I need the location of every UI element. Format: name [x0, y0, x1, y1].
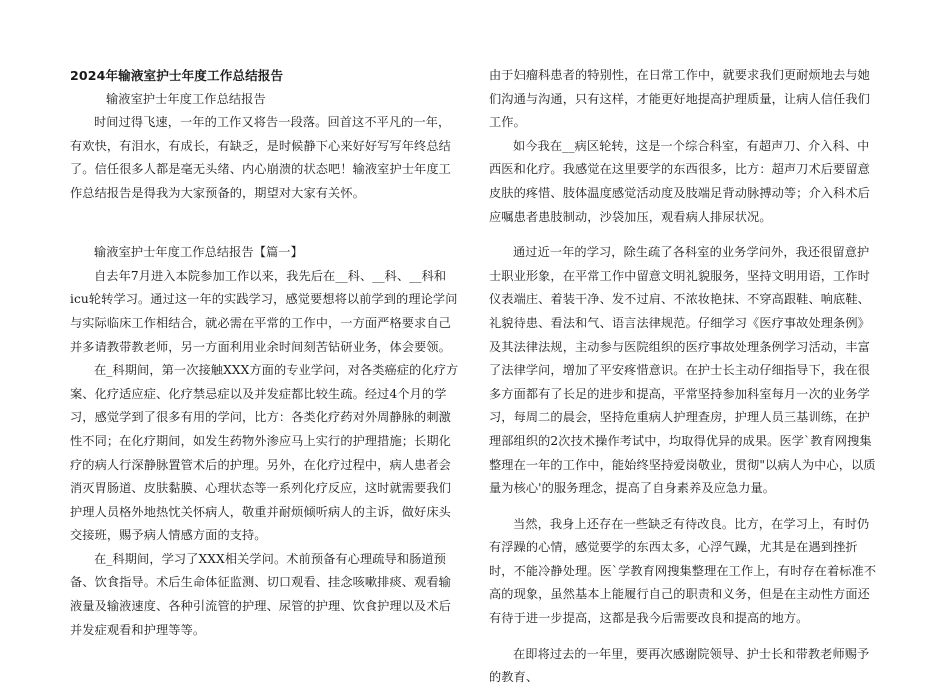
paragraph-3: 在_科期间，学习了XXX相关学问。术前预备有心理疏导和肠道预备、饮食指导。术后生命体征监测、切口观看、挂念咳嗽排痰、观看输液量及输液速度、各种引流管的护理、尿管的护理、饮食护理以及术后并发症观看和护理等等。 — [70, 551, 451, 637]
intro-paragraph: 时间过得飞速，一年的工作又将告一段落。回首这不平凡的一年，有欢快，有泪水，有成长，有缺乏，是时候静下心来好好写写年终总结了。信任很多人都是毫无头绪、内心崩溃的状态吧！输液室护士年度工作总结报告是得我为大家预备的，期望对大家有关怀。 — [70, 115, 451, 200]
spacer — [489, 229, 881, 241]
paragraph-5: 通过近一年的学习，除生疏了各科室的业务学问外，我还很留意护士职业形象，在平常工作中留意文明礼貌服务，坚持文明用语，工作时仪表端庄、着装干净、发不过肩、不浓妆艳抹、不穿高跟鞋、响底鞋、礼貌待患、看法和气、语言法律规范。仔细学习《医疗事故处理条例》及其法律法规，主动参与医院组织的医疗事故处理条例学习活动，丰富了法律学问，增加了平安疼惜意识。在护士长主动仔细指导下，我在很多方面都有了长足的进步和提高，平常坚持参加科室每月一次的业务学习，每周二的晨会，坚持危重病人护理查房，护理人员三基训练，在护理部组织的2次技术操作考试中，均取得优异的成果。医学`教育网搜集整理在一年的工作中，能始终坚持爱岗敬业，贯彻"以病人为中心，以质量为核心'的服务理念，提高了自身素养及应急力量。 — [489, 245, 876, 496]
paragraph-continued: 由于妇瘤科患者的特别性，在日常工作中，就要求我们更耐烦地去与她们沟通与沟通，只有这样，才能更好地提高护理质量，让病人信任我们工作。 — [489, 68, 870, 130]
paragraph-6: 当然，我身上还存在一些缺乏有待改良。比方，在学习上，有时仍有浮躁的心情，感觉要学的东西太多，心浮气躁，尤其是在遇到挫折时，不能冷静处理。医`学教育网搜集整理在工作上，有时存在着标准不高的现象，虽然基本上能履行自己的职责和义务，但是在主动性方面还有待于进一步提高，这都是我今后需要改良和提高的地方。 — [489, 516, 877, 626]
paragraph-1: 自去年7月进入本院参加工作以来，我先后在__科、__科、__科和icu轮转学习。通过这一年的实践学习，感觉要想将以前学到的理论学问与实际临床工作相结合，就必需在平常的工作中，一方面严格要求自己并多请教带教老师，另一方面利用业余时间刻苦钻研业务，体会要领。 — [70, 268, 458, 354]
right-column — [489, 64, 881, 690]
paragraph-4: 如今我在__病区轮转，这是一个综合科室，有超声刀、介入科、中西医和化疗。我感觉在这里要学的东西很多，比方：超声刀术后要留意皮肤的疼惜、肢体温度感觉活动度及肢端足背动脉搏动等；介入科术后应嘱患者患肢制动，沙袋加压，观看病人排尿状况。 — [489, 138, 870, 224]
paragraph-7: 在即将过去的一年里，要再次感谢院领导、护士长和带教老师赐予的教育、 — [489, 646, 870, 685]
document-subtitle: 输液室护士年度工作总结报告 — [106, 91, 266, 106]
spacer — [70, 229, 462, 241]
spacer — [489, 631, 881, 643]
spacer — [489, 501, 881, 513]
document-title: 2024年输液室护士年度工作总结报告 — [70, 68, 284, 83]
section-heading: 输液室护士年度工作总结报告【篇一】 — [94, 245, 303, 260]
spacer — [70, 206, 462, 230]
left-column — [70, 64, 462, 642]
paragraph-2: 在_科期间，第一次接触XXX方面的专业学问，对各类癌症的化疗方案、化疗适应症、化疗禁忌症以及并发症都比较生疏。经过4个月的学习，感觉学到了很多有用的学问，比方：各类化疗药对外周静脉的刺激性不同；在化疗期间，如发生药物外渗应马上实行的护理措施；长期化疗的病人行深静脉置管术后的护理。另外，在化疗过程中，病人患者会消灭胃肠道、皮肤黏膜、心理状态等一系列化疗反应，这时就需要我们护理人员格外地热忱关怀病人，敬重并耐烦倾听病人的主诉，做好床头交接班，赐予病人情感方面的支持。 — [70, 363, 459, 543]
